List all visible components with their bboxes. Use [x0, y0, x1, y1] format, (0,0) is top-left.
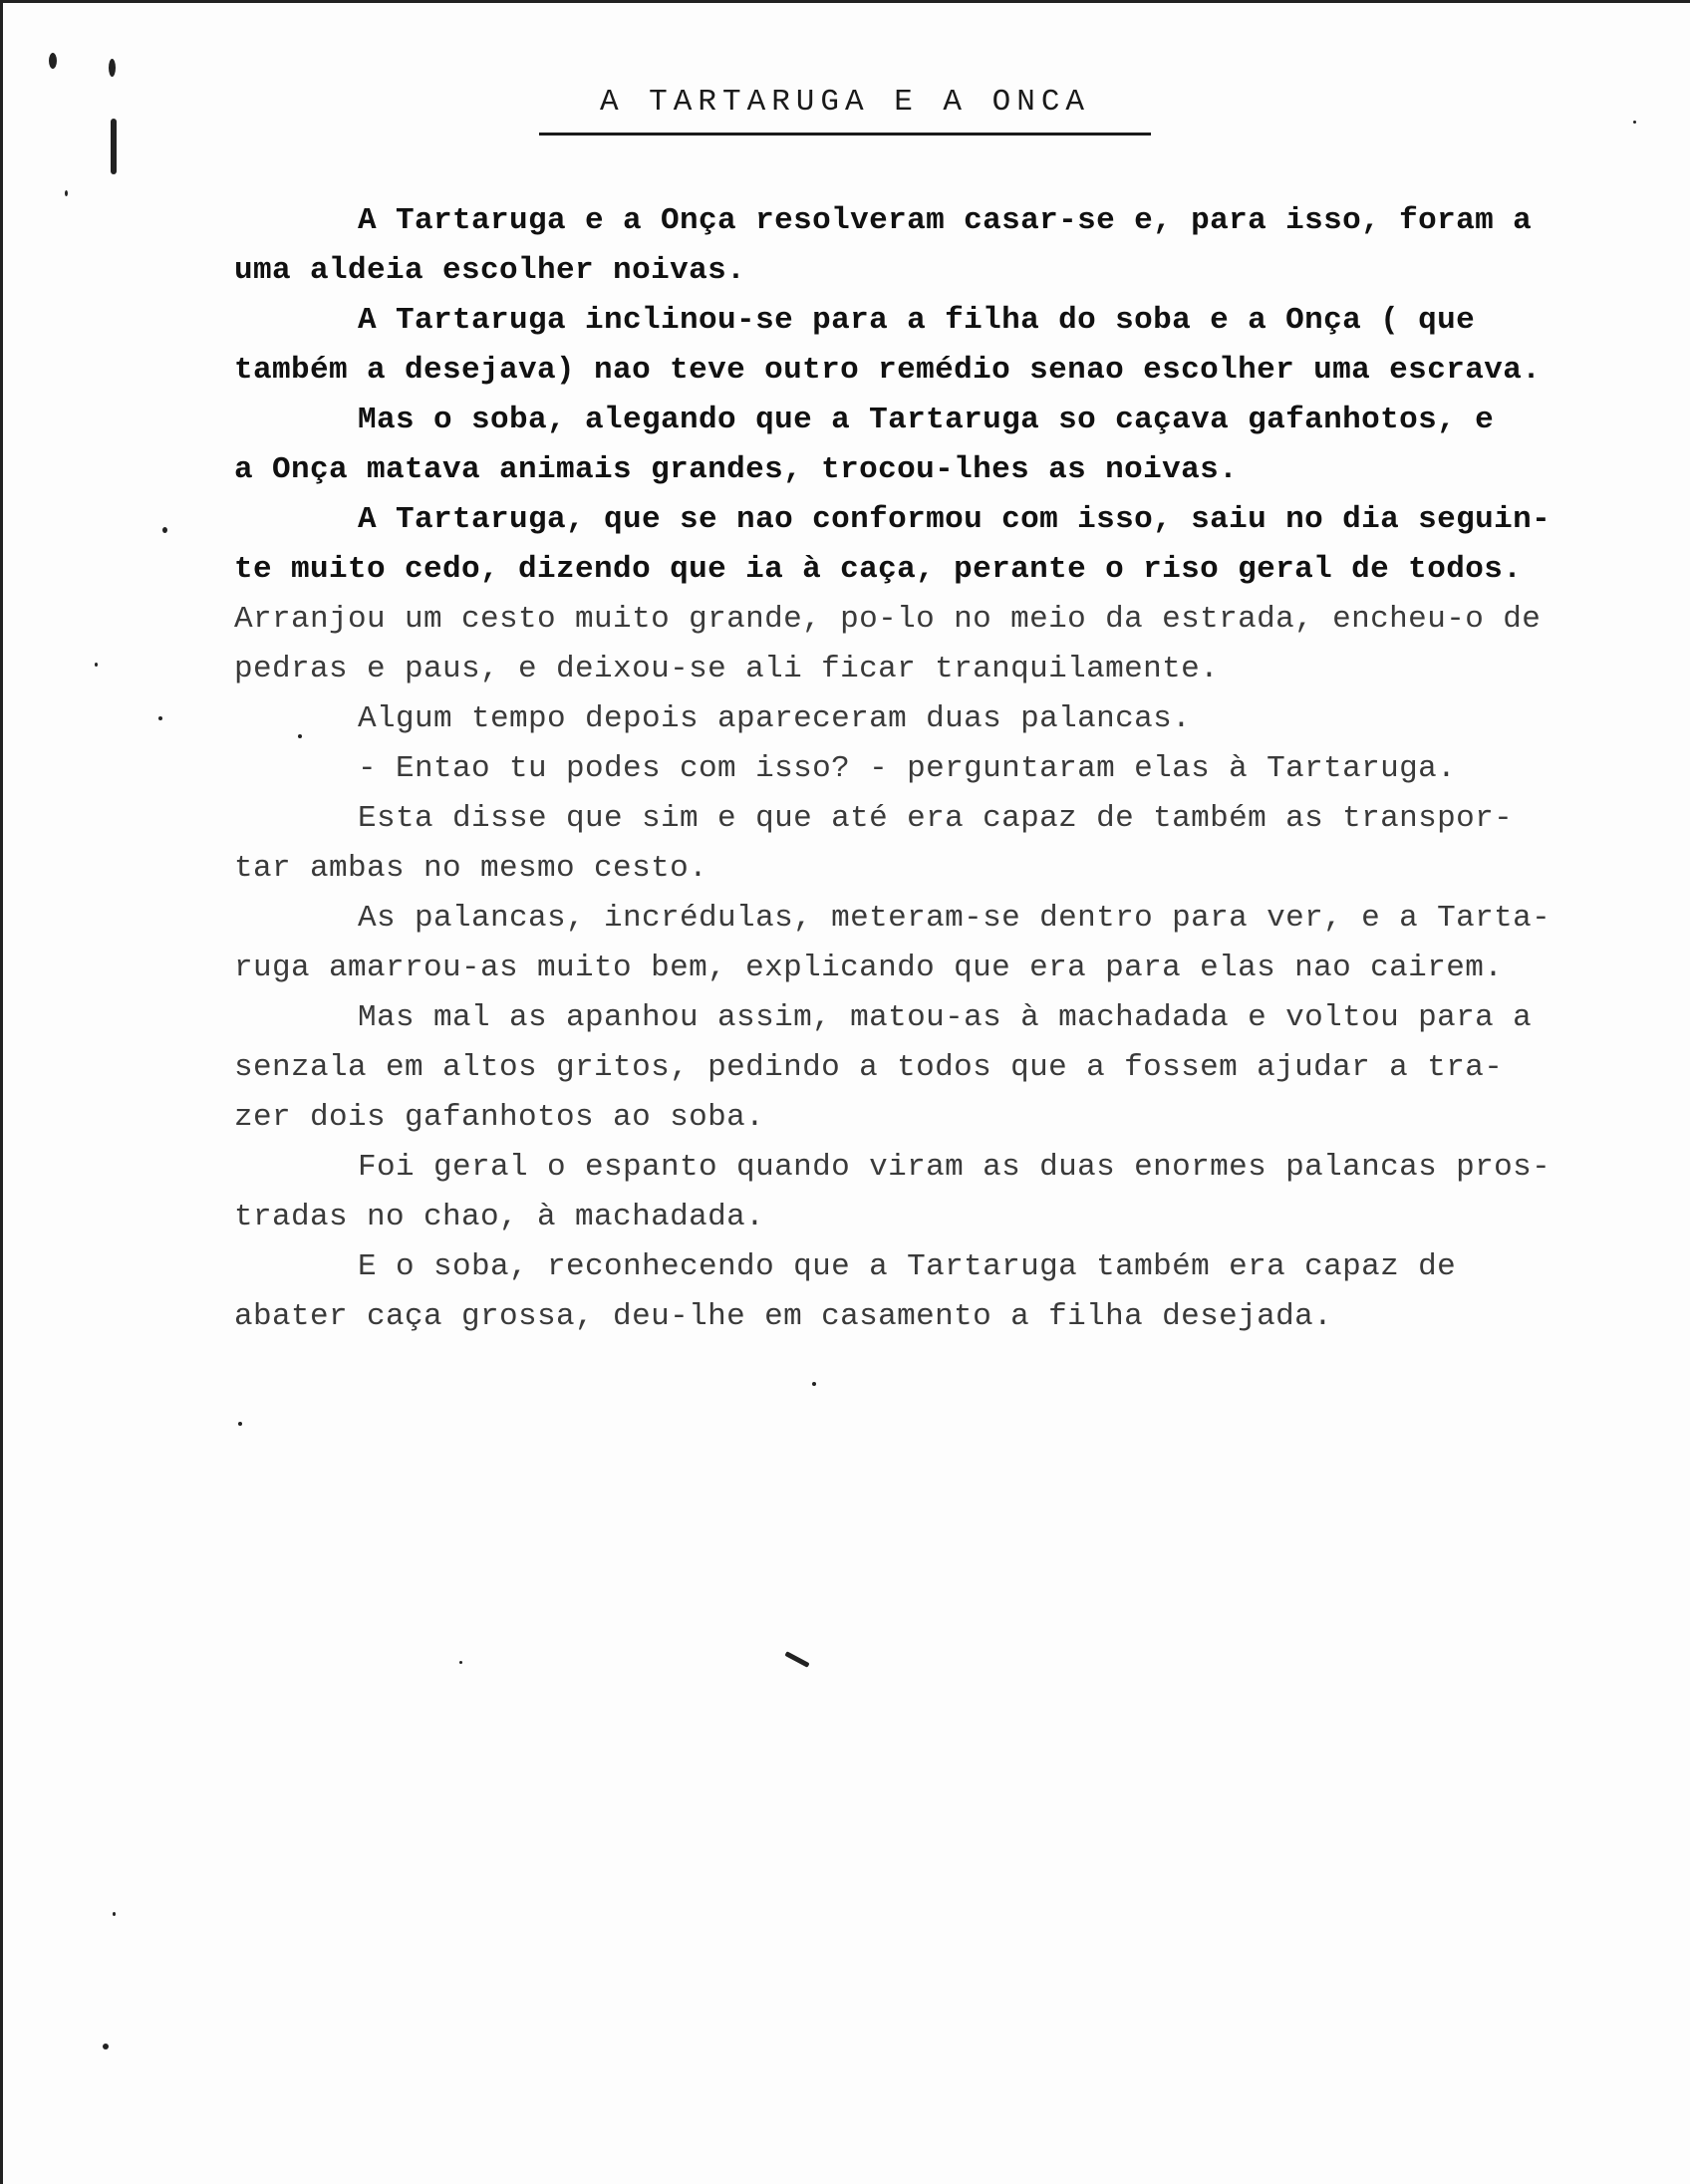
text-line: a Onça matava animais grandes, trocou-lhes as noivas.: [234, 452, 1239, 487]
text-line: - Entao tu podes com isso? - perguntaram elas à Tartaruga.: [358, 751, 1457, 786]
scan-speck: [298, 734, 302, 738]
text-line: uma aldeia escolher noivas.: [234, 253, 746, 288]
text-line: abater caça grossa, deu-lhe em casamento a filha desejada.: [234, 1299, 1333, 1334]
text-line: E o soba, reconhecendo que a Tartaruga também era capaz de: [358, 1249, 1457, 1284]
text-line: pedras e paus, e deixou-se ali ficar tranquilamente.: [234, 652, 1220, 686]
text-line: Arranjou um cesto muito grande, po-lo no meio da estrada, encheu-o de: [234, 602, 1542, 637]
scan-speck: [95, 663, 98, 667]
scan-speck: [49, 53, 57, 69]
text-line: também a desejava) nao teve outro remédio senao escolher uma escrava.: [234, 353, 1542, 388]
text-line: A Tartaruga inclinou-se para a filha do soba e a Onça ( que: [358, 303, 1476, 338]
text-line: Foi geral o espanto quando viram as duas enormes palancas pros-: [358, 1150, 1551, 1185]
text-line: Mas mal as apanhou assim, matou-as à machadada e voltou para a: [358, 1000, 1533, 1035]
document-title: A TARTARUGA E A ONCA: [539, 83, 1151, 136]
text-line: senzala em altos gritos, pedindo a todos que a fossem ajudar a tra-: [234, 1050, 1504, 1085]
text-line: tradas no chao, à machadada.: [234, 1200, 765, 1234]
scan-speck: [109, 59, 116, 77]
scan-speck: [158, 716, 162, 720]
scan-speck: [65, 190, 68, 196]
scan-speck: [1633, 121, 1636, 124]
text-line: ruga amarrou-as muito bem, explicando que era para elas nao cairem.: [234, 951, 1504, 985]
text-line: zer dois gafanhotos ao soba.: [234, 1100, 765, 1135]
scan-speck: [238, 1422, 242, 1426]
scan-speck: [113, 1912, 116, 1916]
scan-speck: [812, 1382, 816, 1386]
scan-speck: [162, 527, 167, 533]
text-line: A Tartaruga, que se nao conformou com isso, saiu no dia seguin-: [358, 502, 1551, 537]
scan-speck: [784, 1651, 809, 1668]
document-body: [234, 196, 1639, 1342]
scan-speck: [111, 119, 117, 174]
text-line: Esta disse que sim e que até era capaz de também as transpor-: [358, 801, 1514, 836]
text-line: te muito cedo, dizendo que ia à caça, perante o riso geral de todos.: [234, 552, 1523, 587]
text-line: Mas o soba, alegando que a Tartaruga so caçava gafanhotos, e: [358, 403, 1495, 437]
text-line: Algum tempo depois apareceram duas palancas.: [358, 701, 1192, 736]
text-line: tar ambas no mesmo cesto.: [234, 851, 708, 886]
scan-speck: [459, 1661, 462, 1664]
text-line: As palancas, incrédulas, meteram-se dentro para ver, e a Tarta-: [358, 901, 1551, 936]
text-line: A Tartaruga e a Onça resolveram casar-se e, para isso, foram a: [358, 203, 1533, 238]
scan-speck: [103, 2044, 109, 2049]
